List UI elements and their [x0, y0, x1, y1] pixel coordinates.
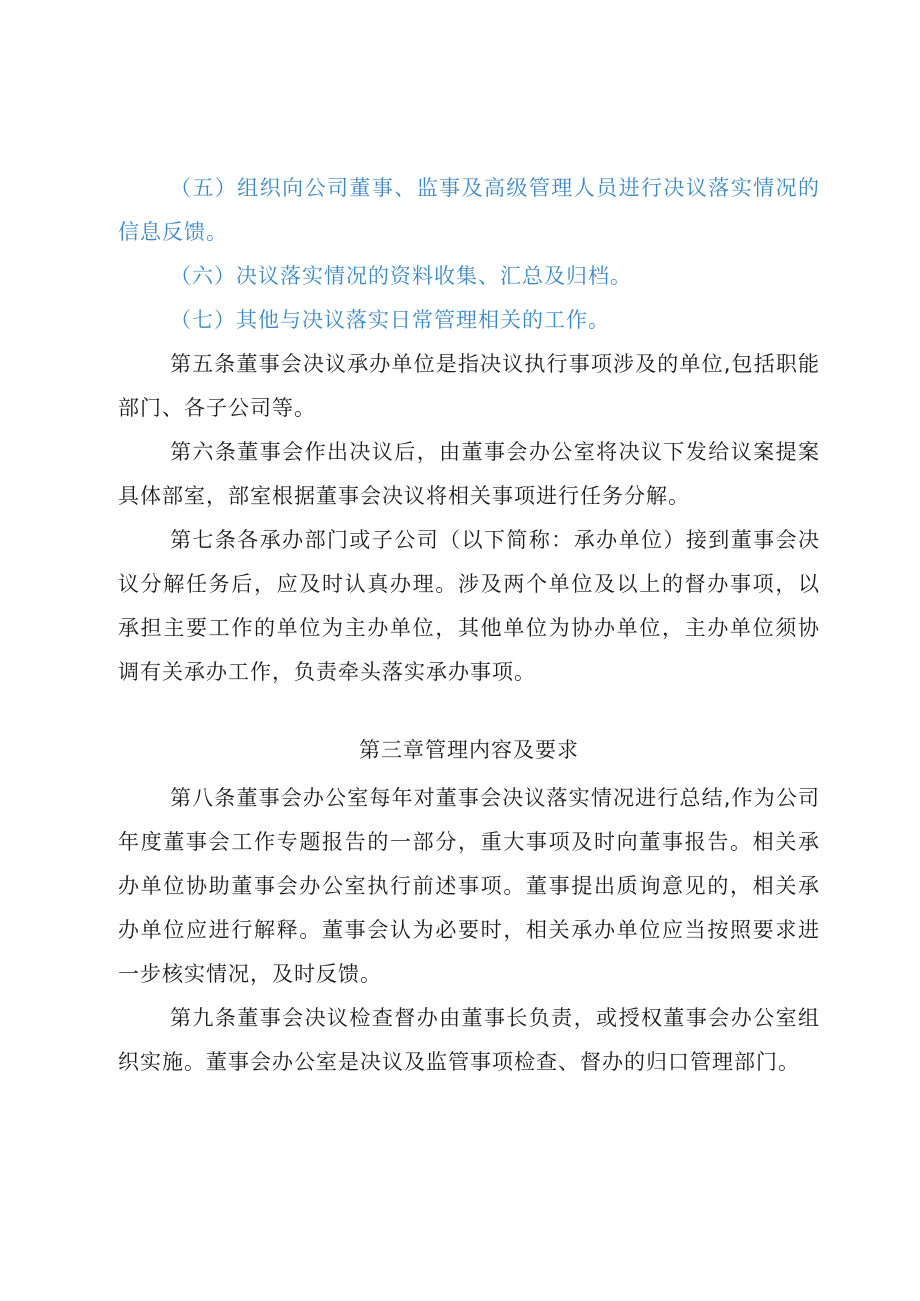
item-5-paragraph: （五）组织向公司董事、监事及高级管理人员进行决议落实情况的信息反馈。 — [118, 176, 820, 244]
article-8-paragraph: 第八条董事会办公室每年对董事会决议落实情况进行总结,作为公司年度董事会工作专题报告的一部分，重大事项及时向董事报告。相关承办单位协助董事会办公室执行前述事项。董事提出质询意见的，相关承办单位应进行解释。董事会认为必要时，相关承办单位应当按照要求进一步核实情况，及时反馈。 — [118, 786, 820, 986]
item-6-paragraph: （六）决议落实情况的资料收集、汇总及归档。 — [170, 264, 632, 288]
article-6-paragraph: 第六条董事会作出决议后，由董事会办公室将决议下发给议案提案具体部室，部室根据董事会决议将相关事项进行任务分解。 — [118, 440, 820, 508]
chapter-3-title: 第三章管理内容及要求 — [359, 738, 579, 762]
item-7-paragraph: （七）其他与决议落实日常管理相关的工作。 — [170, 308, 610, 332]
article-7-paragraph: 第七条各承办部门或子公司（以下简称：承办单位）接到董事会决议分解任务后，应及时认真办理。涉及两个单位及以上的督办事项，以承担主要工作的单位为主办单位，其他单位为协办单位，主办单位须协调有关承办工作，负责牵头落实承办事项。 — [118, 528, 820, 684]
article-9-paragraph: 第九条董事会决议检查督办由董事长负责，或授权董事会办公室组织实施。董事会办公室是决议及监管事项检查、督办的归口管理部门。 — [118, 1006, 820, 1074]
article-5-paragraph: 第五条董事会决议承办单位是指决议执行事项涉及的单位,包括职能部门、各子公司等。 — [118, 352, 820, 420]
